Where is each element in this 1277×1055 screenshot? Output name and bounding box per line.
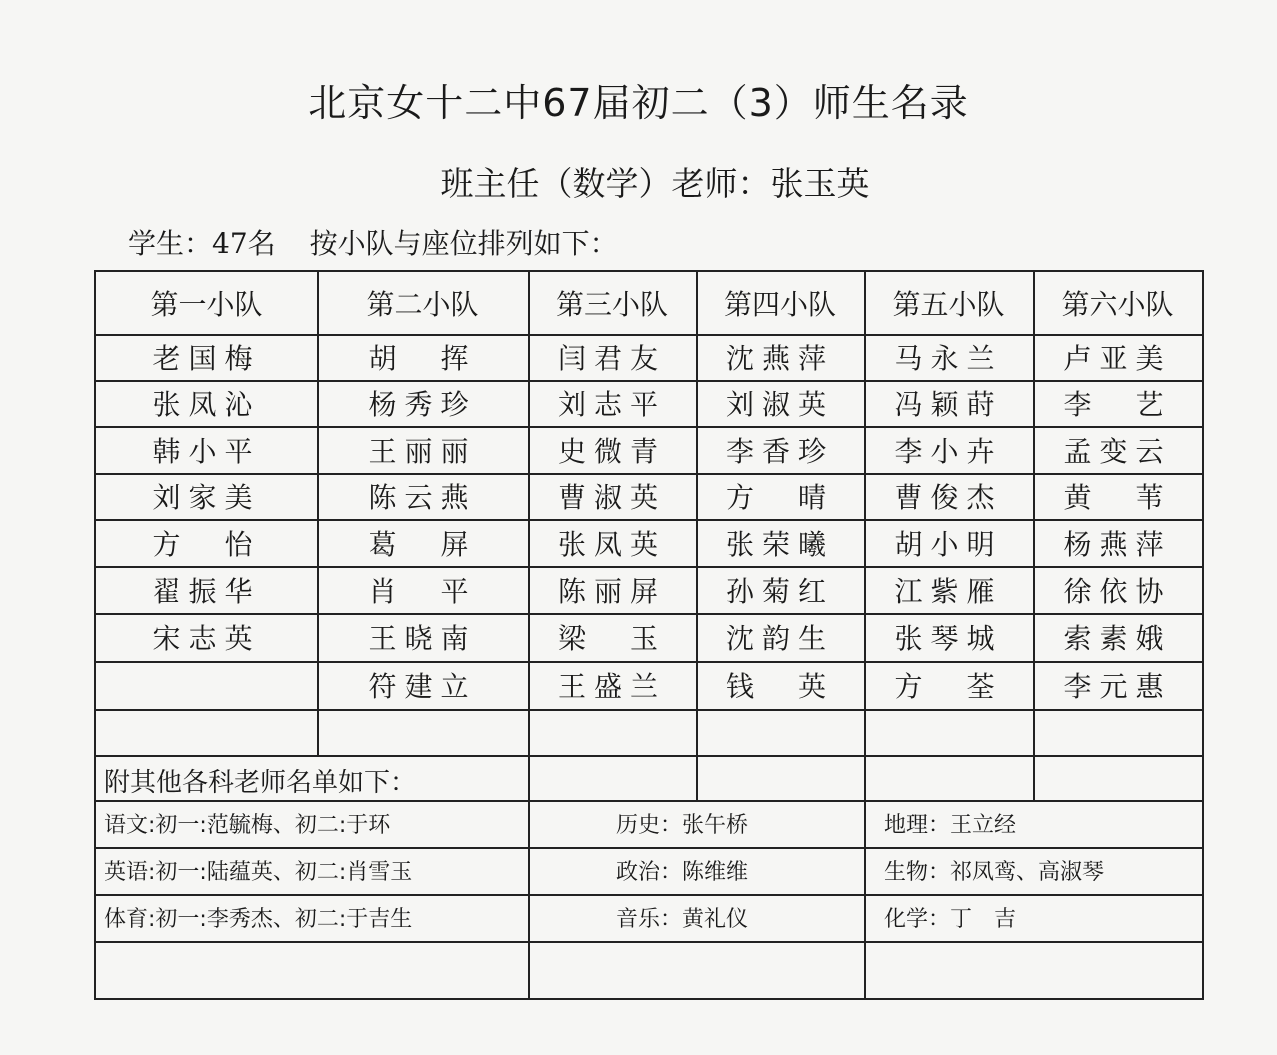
student-name: 曹淑英 xyxy=(557,481,666,514)
student-count: 学生：47名 xyxy=(128,227,276,260)
rule-row xyxy=(96,941,1202,943)
teacher-entry: 音乐：黄礼仪 xyxy=(616,907,749,932)
teacher-entry: 生物：祁凤鸾、高淑琴 xyxy=(884,860,1105,885)
student-name: 马永兰 xyxy=(894,342,1003,375)
student-name: 胡小明 xyxy=(894,527,1003,561)
student-name: 张琴城 xyxy=(894,622,1003,655)
student-name xyxy=(96,661,317,709)
student-name: 宋志英 xyxy=(152,622,261,655)
student-name: 杨秀珍 xyxy=(368,388,477,421)
head-teacher-line: 班主任（数学）老师：张玉英 xyxy=(440,164,870,203)
teacher-entry: 地理：王立经 xyxy=(884,813,1017,838)
student-name: 刘志平 xyxy=(557,388,666,421)
student-name: 徐依协 xyxy=(1063,574,1172,608)
student-name: 方 晴 xyxy=(725,481,834,514)
student-name: 沈燕萍 xyxy=(725,342,834,375)
student-name: 刘家美 xyxy=(152,481,261,514)
student-name: 孙菊红 xyxy=(725,574,834,608)
student-name: 方 怡 xyxy=(152,527,261,561)
student-name: 王盛兰 xyxy=(557,670,666,703)
student-name: 史微青 xyxy=(557,434,666,468)
student-name: 陈云燕 xyxy=(368,481,477,514)
student-name: 冯颖莳 xyxy=(894,388,1003,421)
student-name: 卢亚美 xyxy=(1063,342,1172,375)
student-name: 杨燕萍 xyxy=(1063,527,1172,561)
student-name: 胡 挥 xyxy=(368,342,477,375)
squad-header: 第五小队 xyxy=(892,288,1005,321)
squad-header: 第六小队 xyxy=(1061,288,1174,321)
student-name: 陈丽屏 xyxy=(557,574,666,608)
student-name: 黄 苇 xyxy=(1063,481,1172,514)
squad-header: 第一小队 xyxy=(150,288,263,321)
rule-col xyxy=(528,800,530,998)
student-name: 刘淑英 xyxy=(725,388,834,421)
student-name: 李小卉 xyxy=(894,434,1003,468)
teachers-heading: 附其他各科老师名单如下： xyxy=(104,768,417,798)
student-name: 王丽丽 xyxy=(368,434,477,468)
teacher-entry: 政治：陈维维 xyxy=(616,860,749,885)
student-name: 方 荃 xyxy=(894,670,1003,703)
student-name: 王晓南 xyxy=(368,622,477,655)
teacher-entry: 语文:初一:范毓梅、初二:于环 xyxy=(104,813,391,838)
student-name: 肖 平 xyxy=(368,574,477,608)
student-name: 张凤英 xyxy=(557,527,666,561)
rule-row xyxy=(96,709,1202,711)
student-name: 索素娥 xyxy=(1063,622,1172,655)
student-name: 符建立 xyxy=(368,670,477,703)
student-name: 张荣曦 xyxy=(725,527,834,561)
student-name: 韩小平 xyxy=(152,434,261,468)
student-name: 江紫雁 xyxy=(894,574,1003,608)
page-title: 北京女十二中67届初二（3）师生名录 xyxy=(308,81,969,125)
squad-header: 第二小队 xyxy=(366,288,479,321)
student-name: 梁 玉 xyxy=(557,622,666,655)
student-name: 曹俊杰 xyxy=(894,481,1003,514)
student-name: 闫君友 xyxy=(557,342,666,375)
teacher-entry: 英语:初一:陆蕴英、初二:肖雪玉 xyxy=(104,860,413,885)
student-name: 葛 屏 xyxy=(368,527,477,561)
teacher-entry: 体育:初一:李秀杰、初二:于吉生 xyxy=(104,907,413,932)
teacher-entry: 历史：张午桥 xyxy=(616,813,749,838)
student-name: 李元惠 xyxy=(1063,670,1172,703)
student-name: 沈韵生 xyxy=(725,622,834,655)
student-name: 翟振华 xyxy=(152,574,261,608)
student-name: 孟变云 xyxy=(1063,434,1172,468)
student-name: 张凤沁 xyxy=(152,388,261,421)
teacher-entry: 化学：丁 吉 xyxy=(884,907,1017,932)
roster-table xyxy=(94,270,1204,1000)
squad-header: 第四小队 xyxy=(723,288,836,321)
student-name: 钱 英 xyxy=(725,670,834,703)
student-name: 李香珍 xyxy=(725,434,834,468)
intro-line xyxy=(128,222,618,262)
arrangement-note: 按小队与座位排列如下： xyxy=(309,227,618,260)
rule-row xyxy=(96,755,1202,757)
squad-header: 第三小队 xyxy=(555,288,668,321)
student-name: 李 艺 xyxy=(1063,388,1172,421)
student-name: 老国梅 xyxy=(152,342,261,375)
